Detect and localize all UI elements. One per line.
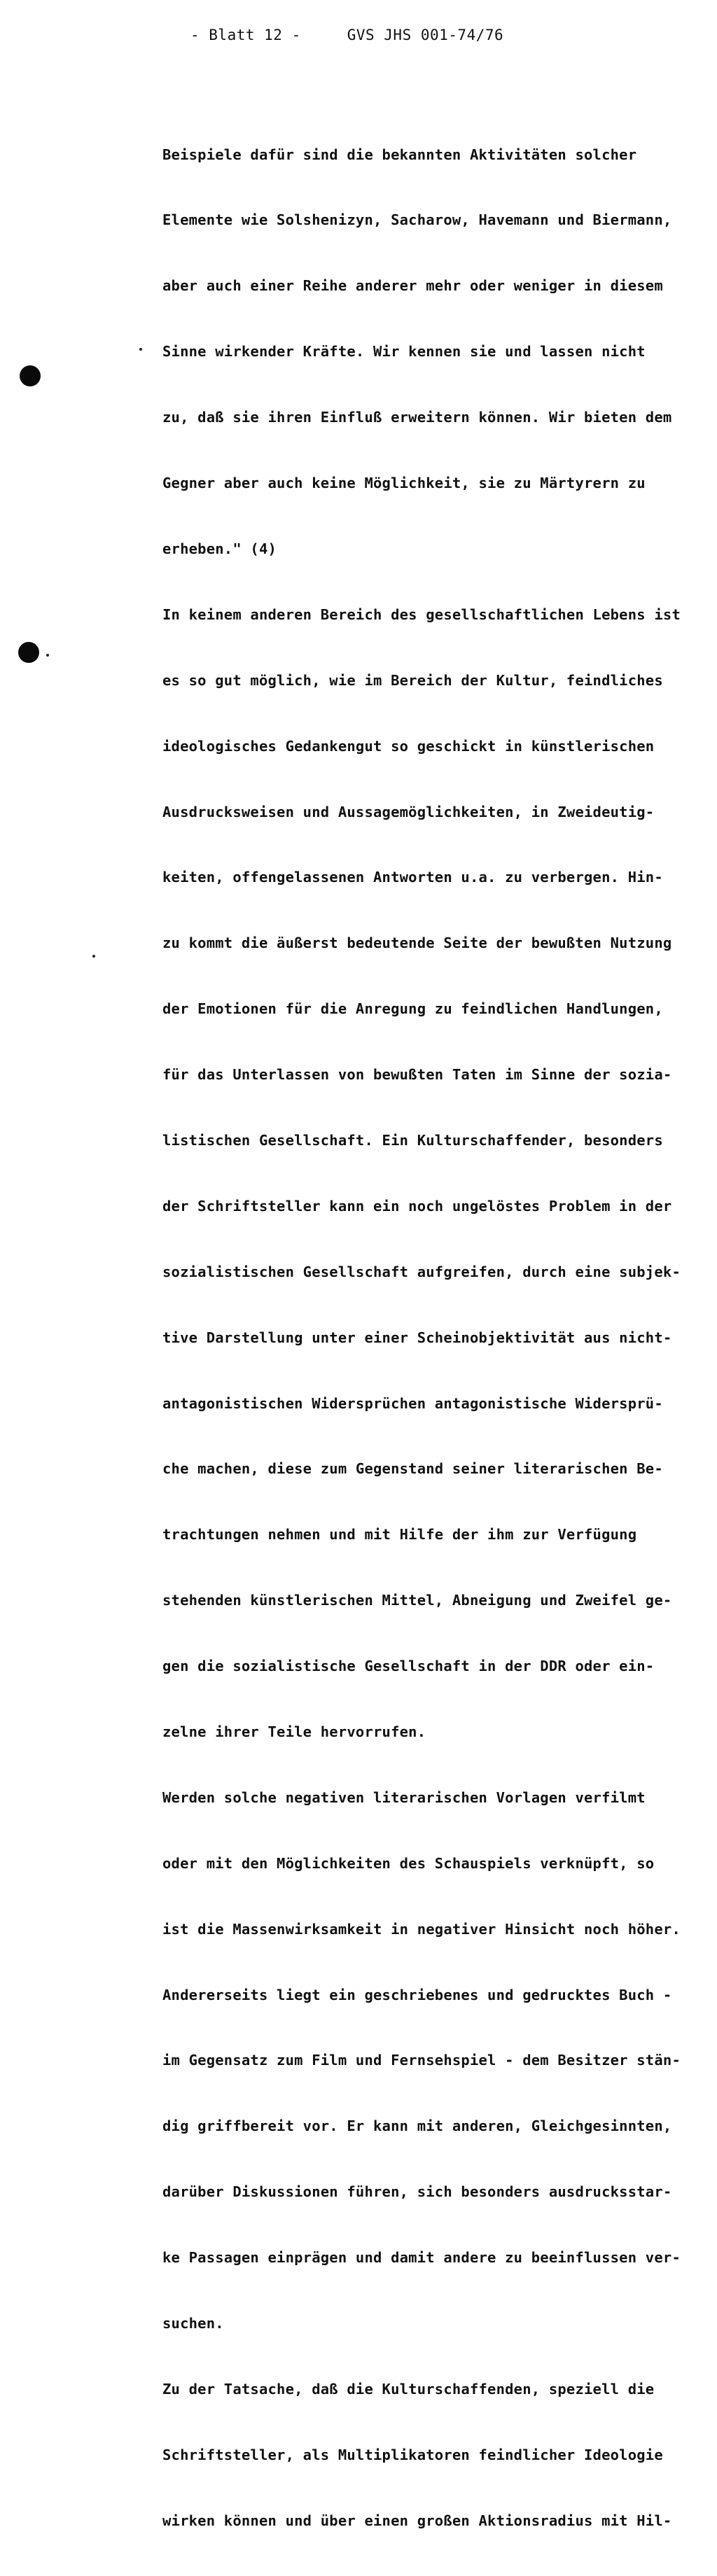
text-line: dig griffbereit vor. Er kann mit anderen, Gleichgesinnten,: [162, 2118, 672, 2135]
text-line: Zu der Tatsache, daß die Kulturschaffenden, speziell die: [162, 2380, 655, 2398]
text-line: keiten, offengelassenen Antworten u.a. zu verbergen. Hin-: [162, 869, 663, 886]
text-line: stehenden künstlerischen Mittel, Abneigung und Zweifel ge-: [162, 1592, 672, 1609]
text-line: ke Passagen einprägen und damit andere zu beeinflussen ver-: [162, 2249, 681, 2267]
text-line: für das Unterlassen von bewußten Taten im Sinne der sozia-: [162, 1066, 672, 1084]
text-line: sozialistischen Gesellschaft aufgreifen, durch eine subjek-: [162, 1263, 681, 1280]
text-line: Andererseits liegt ein geschriebenes und gedrucktes Buch -: [162, 1986, 672, 2003]
scan-speck: [92, 955, 95, 958]
text-line: zu kommt die äußerst bedeutende Seite der bewußten Nutzung: [162, 934, 672, 952]
body-text: [162, 100, 702, 2576]
text-line: listischen Gesellschaft. Ein Kulturschaffender, besonders: [162, 1131, 663, 1149]
punch-hole-mark: [18, 642, 39, 663]
text-line: der Schriftsteller kann ein noch ungelöstes Problem in der: [162, 1197, 672, 1214]
text-line: che machen, diese zum Gegenstand seiner literarischen Be-: [162, 1460, 663, 1478]
text-line: oder mit den Möglichkeiten des Schauspiels verknüpft, so: [162, 1854, 655, 1872]
text-line: antagonistischen Widersprüchen antagonistische Widersprü-: [162, 1394, 663, 1412]
text-line: Sinne wirkender Kräfte. Wir kennen sie und lassen nicht: [162, 343, 646, 360]
scan-speck: [46, 654, 49, 657]
document-reference: GVS JHS 001-74/76: [347, 27, 504, 43]
text-line: Ausdrucksweisen und Aussagemöglichkeiten, in Zweideutig-: [162, 803, 655, 820]
text-line: In keinem anderen Bereich des gesellschaftlichen Lebens ist: [162, 606, 681, 623]
text-line: suchen.: [162, 2314, 224, 2332]
text-line: tive Darstellung unter einer Scheinobjektivität aus nicht-: [162, 1329, 672, 1346]
text-line: Beispiele dafür sind die bekannten Aktivitäten solcher: [162, 146, 637, 163]
text-line: aber auch einer Reihe anderer mehr oder weniger in diesem: [162, 277, 663, 295]
text-line: ideologisches Gedankengut so geschickt in künstlerischen: [162, 737, 655, 755]
text-line: zu, daß sie ihren Einfluß erweitern können. Wir bieten dem: [162, 409, 672, 426]
text-line: im Gegensatz zum Film und Fernsehspiel - dem Besitzer stän-: [162, 2052, 681, 2069]
text-line: trachtungen nehmen und mit Hilfe der ihm zur Verfügung: [162, 1526, 637, 1544]
text-line: Werden solche negativen literarischen Vorlagen verfilmt: [162, 1788, 646, 1806]
scan-speck: [139, 348, 142, 351]
text-line: erheben." (4): [162, 540, 277, 557]
text-line: ist die Massenwirksamkeit in negativer Hinsicht noch höher.: [162, 1920, 681, 1938]
page-number-label: - Blatt 12 -: [190, 27, 301, 43]
text-line: darüber Diskussionen führen, sich besonders ausdrucksstar-: [162, 2183, 672, 2201]
text-line: wirken können und über einen großen Aktionsradius mit Hil-: [162, 2512, 672, 2529]
text-line: Elemente wie Solshenizyn, Sacharow, Havemann und Biermann,: [162, 211, 672, 229]
punch-hole-mark: [20, 365, 41, 386]
text-line: Gegner aber auch keine Möglichkeit, sie zu Märtyrern zu: [162, 475, 646, 492]
text-line: zelne ihrer Teile hervorrufen.: [162, 1723, 426, 1740]
text-line: gen die sozialistische Gesellschaft in der DDR oder ein-: [162, 1658, 655, 1675]
text-line: der Emotionen für die Anregung zu feindlichen Handlungen,: [162, 1000, 663, 1018]
text-line: es so gut möglich, wie im Bereich der Kultur, feindliches: [162, 671, 663, 689]
text-line: Schriftsteller, als Multiplikatoren feindlicher Ideologie: [162, 2446, 663, 2463]
page-header: [190, 27, 550, 43]
